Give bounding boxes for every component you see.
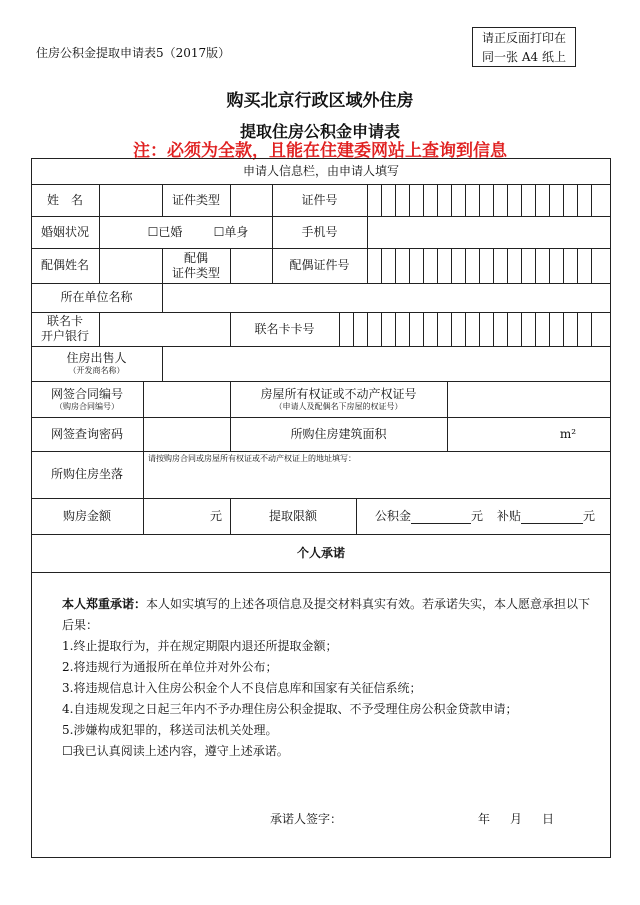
spouse-id-number-label: 配偶证件号 xyxy=(289,258,350,272)
fund-amount-field[interactable] xyxy=(411,508,471,524)
id-number-label: 证件号 xyxy=(301,192,338,207)
promise-item: 4.自违规发现之日起三年内不予办理住房公积金提取、不予受理住房公积金贷款申请； xyxy=(62,702,518,716)
fund-unit: 元 xyxy=(471,508,484,523)
promise-item: 5.涉嫌构成犯罪的，移送司法机关处理。 xyxy=(62,723,278,737)
subsidy-label: 补贴 xyxy=(497,508,522,523)
marital-label: 婚姻状况 xyxy=(40,224,89,239)
print-note-line2: 同一张 A4 纸上 xyxy=(482,50,566,64)
price-unit: 元 xyxy=(209,508,222,523)
section-promise-header: 个人承诺 xyxy=(296,545,345,560)
print-note-box xyxy=(472,27,576,67)
bank-label xyxy=(31,312,99,346)
red-notice: 注：必须为全款，且能在住建委网站上查询到信息 xyxy=(133,141,507,161)
promise-block xyxy=(40,594,600,762)
cert-no-text: 房屋所有权证或不动产权证号 xyxy=(260,386,417,401)
employer-field[interactable] xyxy=(162,283,611,312)
spouse-id-type-label-2: 证件类型 xyxy=(171,265,220,280)
section-applicant-header: 申请人信息栏，由申请人填写 xyxy=(242,163,399,178)
promise-lead-rest: 本人如实填写的上述各项信息及提交材料真实有效。若承诺失实，本人愿意承担以下后果： xyxy=(62,597,591,632)
fund-subsidy-row xyxy=(375,498,611,534)
signature-month: 月 xyxy=(510,812,523,826)
print-note-line1: 请正反面打印在 xyxy=(481,31,566,45)
price-label: 购房金额 xyxy=(62,508,111,523)
fund-label: 公积金 xyxy=(375,508,412,523)
limit-label: 提取限额 xyxy=(268,508,317,523)
spouse-name-label: 配偶姓名 xyxy=(40,258,89,272)
promise-item: 2.将违规行为通报所在单位并对外公布； xyxy=(62,660,278,674)
contract-no-label xyxy=(31,381,143,417)
form-number: 住房公积金提取申请表5（2017版） xyxy=(36,46,231,60)
bank-label-2: 开户银行 xyxy=(40,329,89,343)
form-title-line1: 购买北京行政区域外住房 xyxy=(226,91,414,111)
spouse-id-type-label-1: 配偶 xyxy=(183,250,208,265)
subsidy-amount-field[interactable] xyxy=(521,508,583,524)
contract-no-text: 网签合同编号 xyxy=(50,386,123,401)
seller-label xyxy=(31,346,162,381)
phone-field[interactable] xyxy=(367,216,611,248)
address-note: 请按购房合同或房屋所有权证或不动产权证上的地址填写： xyxy=(148,454,356,463)
seller-note: （开发商名称） xyxy=(68,366,125,375)
signature-label: 承诺人签字： xyxy=(270,812,343,826)
seller-label-text: 住房出售人 xyxy=(66,351,127,365)
promise-item: 3.将违规信息计入住房公积金个人不良信息库和国家有关征信系统； xyxy=(62,681,422,695)
contract-no-note: （购房合同编号） xyxy=(55,401,119,411)
id-number-boxes[interactable] xyxy=(367,184,611,216)
phone-label: 手机号 xyxy=(301,224,338,239)
signature-day: 日 xyxy=(542,812,555,826)
card-number-label: 联名卡卡号 xyxy=(254,321,315,336)
promise-item: 1.终止提取行为，并在规定期限内退还所提取金额； xyxy=(62,639,338,653)
single-checkbox[interactable]: ☐单身 xyxy=(213,224,249,239)
subsidy-unit: 元 xyxy=(583,508,596,523)
promise-lead-bold: 本人郑重承诺： xyxy=(62,597,147,611)
name-field[interactable] xyxy=(99,184,162,216)
id-type-field[interactable] xyxy=(230,184,272,216)
employer-label: 所在单位名称 xyxy=(60,290,133,304)
name-label: 姓 名 xyxy=(46,192,83,207)
address-label: 所购住房坐落 xyxy=(50,467,123,481)
query-password-label: 网签查询密码 xyxy=(50,426,123,441)
area-unit: m² xyxy=(559,426,577,441)
signature-year: 年 xyxy=(478,812,491,826)
promise-confirm-checkbox[interactable]: ☐我已认真阅读上述内容，遵守上述承诺。 xyxy=(62,744,289,758)
bank-label-1: 联名卡 xyxy=(46,314,83,328)
married-checkbox[interactable]: ☐已婚 xyxy=(147,224,183,239)
form-title-line2: 提取住房公积金申请表 xyxy=(239,122,400,141)
cert-no-label xyxy=(230,381,447,417)
cert-no-note: （申请人及配偶名下房屋的权证号） xyxy=(274,401,403,411)
spouse-id-type-label xyxy=(162,248,230,283)
id-type-label: 证件类型 xyxy=(171,192,220,207)
seller-field[interactable] xyxy=(162,346,611,381)
area-label: 所购住房建筑面积 xyxy=(290,426,387,441)
